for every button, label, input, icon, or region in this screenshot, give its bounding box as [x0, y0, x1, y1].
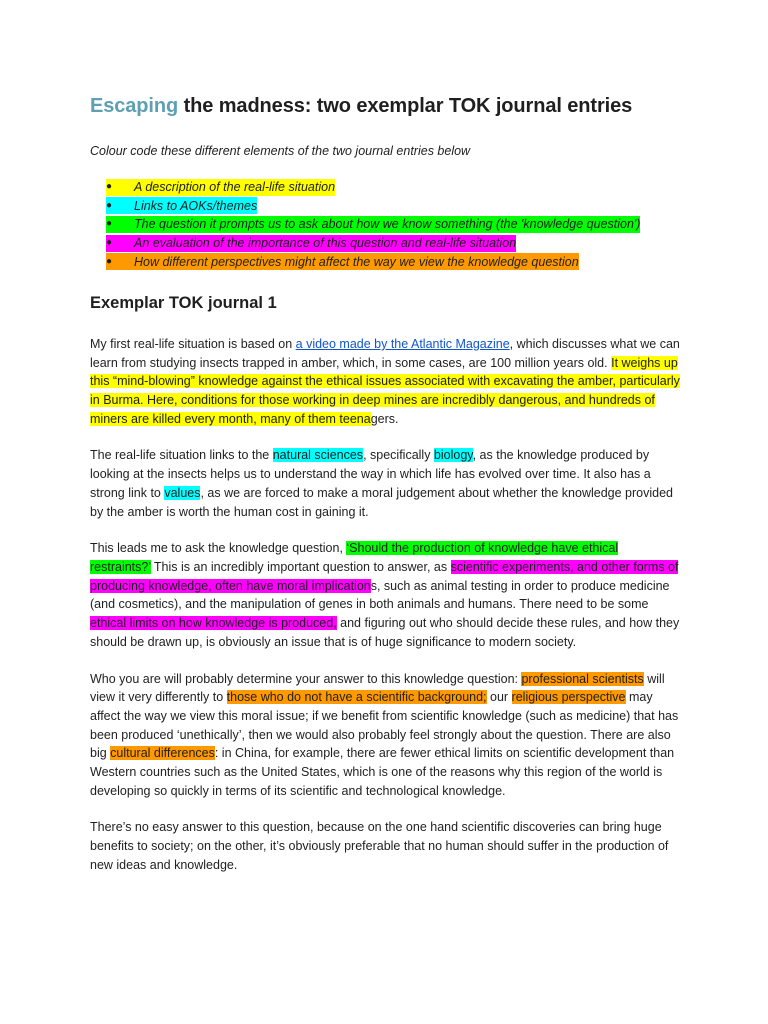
highlight-description: It weighs up this “mind-blowing” knowledge against the ethical issues associated with excavating the amber, particularly in Burma. Here, conditions for those working in deep mines are incredibly dangerous, and hundreds of miners are killed every month, many of them teena — [90, 355, 680, 426]
highlight-perspective: professional scientists — [521, 671, 644, 686]
legend-item-label: How different perspectives might affect the way we view the knowledge question — [134, 254, 579, 269]
instructions-text: Colour code these different elements of the two journal entries below — [90, 144, 471, 158]
atlantic-video-link[interactable]: a video made by the Atlantic Magazine — [295, 336, 510, 351]
paragraph-real-life-situation — [90, 335, 680, 429]
bullet-icon: ● — [106, 199, 113, 211]
title-rest: the madness: two exemplar TOK journal entries — [178, 95, 633, 117]
text-run: Who you are will probably determine your answer to this knowledge question: — [90, 671, 522, 686]
bullet-icon: ● — [106, 181, 113, 193]
legend-item-aoks — [106, 197, 680, 216]
highlight-aok: biology — [433, 448, 473, 463]
section-heading: Exemplar TOK journal 1 — [90, 293, 277, 312]
highlight-perspective: religious perspective — [511, 690, 626, 705]
bullet-icon: ● — [106, 255, 113, 267]
legend-highlight-green — [106, 216, 640, 233]
highlight-perspective: cultural differences — [110, 746, 215, 761]
highlight-evaluation: ethical limits on how knowledge is produced, — [90, 616, 337, 631]
paragraph-knowledge-question — [90, 539, 680, 651]
text-run: , specifically — [363, 448, 434, 463]
highlight-knowledge-question: ‘Should the production of knowledge have ethical restraints?’ — [90, 541, 619, 574]
text-run: our — [486, 690, 512, 705]
highlight-aok: values — [164, 485, 201, 500]
legend-highlight-cyan — [106, 197, 257, 214]
paragraph-conclusion — [90, 818, 680, 874]
legend-highlight-orange — [106, 253, 579, 270]
text-run: s, such as animal testing in order to produce medicine (and cosmetics), and the manipulation of genes in both animals and humans. There need to be some — [90, 578, 670, 612]
colour-code-legend — [106, 178, 680, 271]
text-run: There’s no easy answer to this question, because on the one hand scientific discoveries can bring huge benefits to society; on the other, it’s obviously preferable that no human should suffer in the production of new ideas and knowledge. — [90, 820, 669, 872]
paragraph-perspectives — [90, 670, 680, 801]
document-page — [90, 92, 680, 875]
text-run: This is an incredibly important question to answer, as — [150, 560, 451, 574]
legend-item-evaluation — [106, 234, 680, 253]
title-accent-word: Escaping — [90, 95, 179, 117]
highlight-evaluation: scientific experiments, and other forms of producing knowledge, often have moral implication — [90, 560, 679, 593]
text-run: , which discusses what we can learn from studying insects trapped in amber, which, in some cases, are 100 million years old. — [90, 336, 680, 370]
text-run: , as the knowledge produced by looking at the insects helps us to understand the way in which life has evolved over time. It also has a strong link to — [90, 448, 651, 500]
bullet-icon: ● — [106, 237, 113, 249]
legend-item-label: The question it prompts us to ask about how we know something (the 'knowledge question') — [134, 217, 641, 232]
text-run: This leads me to ask the knowledge question, — [90, 541, 347, 556]
legend-item-label: Links to AOKs/themes — [134, 198, 258, 213]
text-run: gers. — [370, 411, 399, 426]
legend-item-label: An evaluation of the importance of this question and real-life situation — [134, 236, 517, 251]
text-run: : in China, for example, there are fewer ethical limits on scientific development than Western countries such as the United States, which is one of the reasons why this region of the world is developing so quickly in terms of its scientific and technological knowledge. — [90, 746, 675, 798]
legend-highlight-yellow — [106, 179, 335, 196]
legend-highlight-magenta — [106, 235, 516, 252]
page-title — [90, 92, 680, 120]
text-run: may affect the way we view this moral issue; if we benefit from scientific knowledge (such as medicine) that has been produced ‘unethically’, then we would also probably feel strongly about the question. There are also big — [90, 690, 679, 761]
legend-item-label: A description of the real-life situation — [134, 180, 336, 195]
text-run: The real-life situation links to the — [90, 448, 273, 463]
highlight-aok: natural sciences — [272, 448, 364, 463]
legend-item-description — [106, 178, 680, 197]
bullet-icon: ● — [106, 218, 113, 230]
paragraph-aok-links — [90, 446, 680, 521]
text-run: , as we are forced to make a moral judgement about whether the knowledge provided by the amber is worth the human cost in gaining it. — [90, 485, 673, 519]
text-run: and figuring out who should decide these rules, and how they should be drawn up, is obviously an issue that is of huge significance to modern society. — [90, 616, 680, 649]
text-run: will view it very differently to — [90, 671, 665, 705]
text-run: My first real-life situation is based on — [90, 336, 296, 351]
highlight-perspective: those who do not have a scientific background; — [226, 690, 487, 705]
legend-item-knowledge-question — [106, 215, 680, 234]
legend-item-perspectives — [106, 252, 680, 271]
